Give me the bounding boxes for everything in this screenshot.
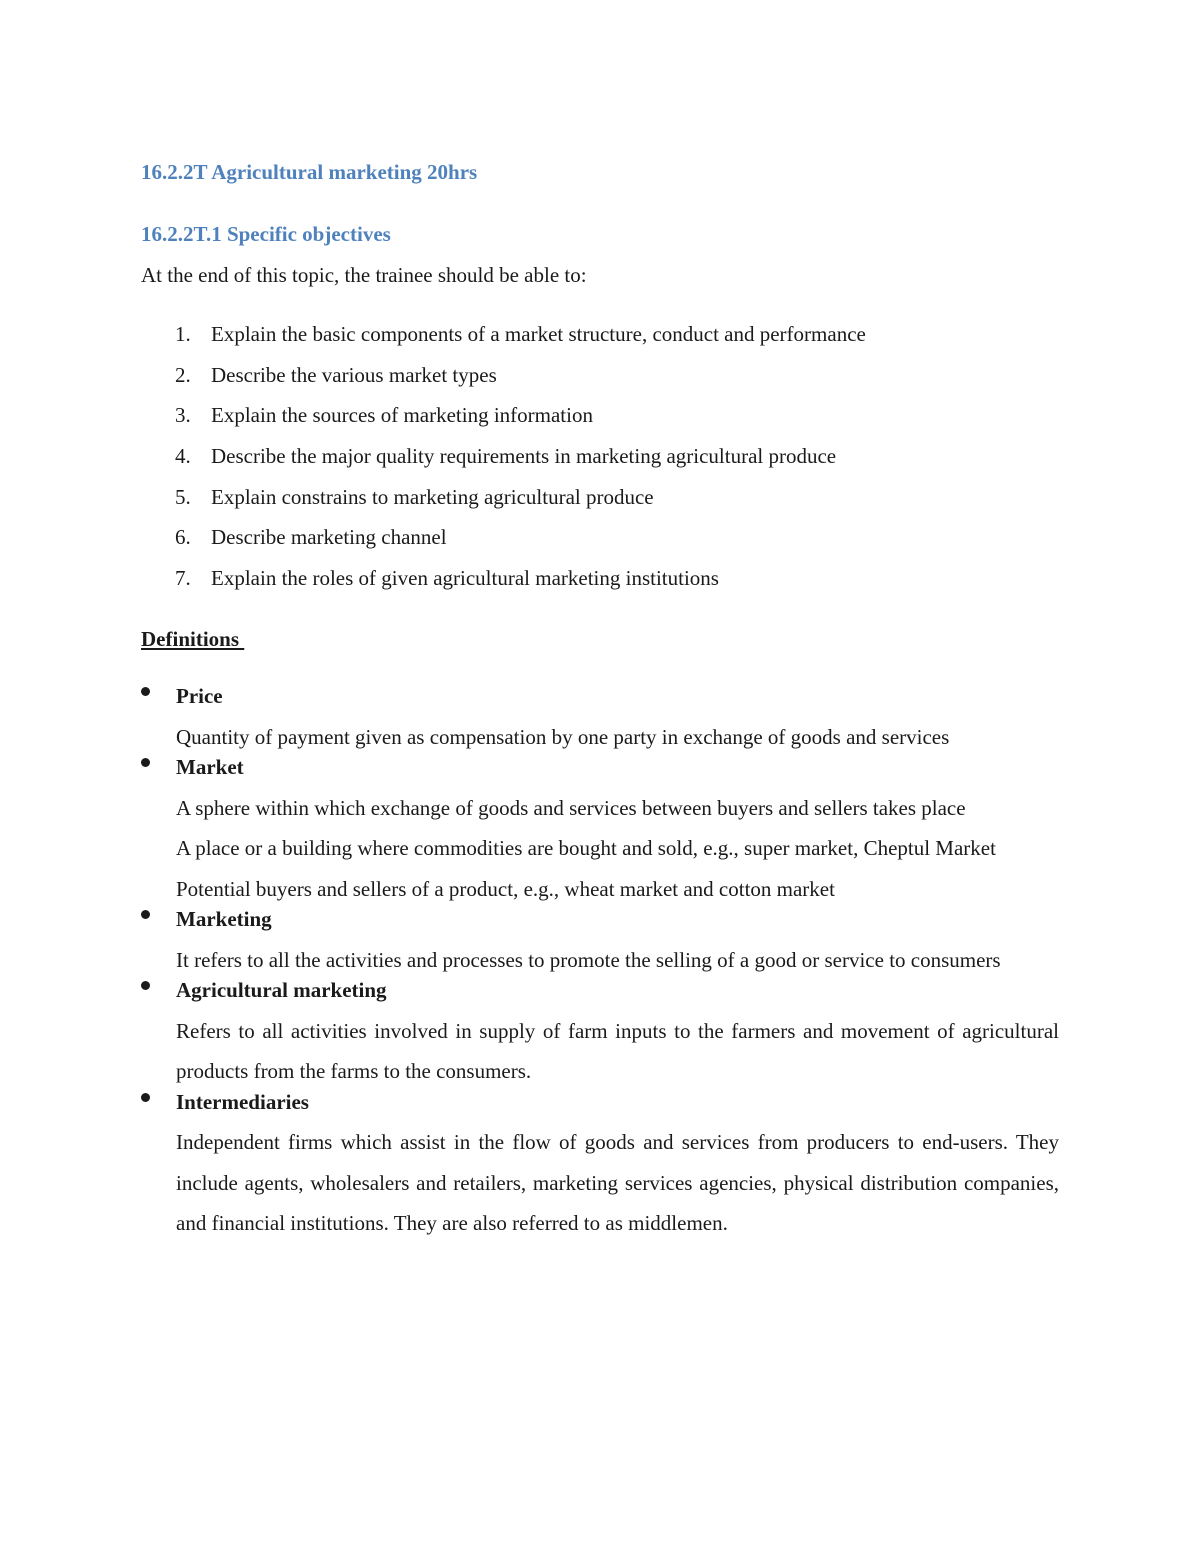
objective-number: 4. [175, 444, 191, 469]
definition-term: Intermediaries [176, 1089, 309, 1114]
topic-heading: 16.2.2T Agricultural marketing 20hrs [141, 160, 478, 184]
objective-number: 3. [175, 403, 191, 428]
definition-text: It refers to all the activities and processes to promote the selling of a good or service to consumers [176, 947, 1001, 972]
definition-text: Quantity of payment given as compensation by one party in exchange of goods and services [176, 724, 950, 749]
definition-text: Independent firms which assist in the flow of goods and services from producers to end-users. They include agents, wholesalers and retailers, marketing services agencies, physical distribution companies, and financial institutions. They are also referred to as middlemen. [176, 1130, 1059, 1235]
objective-text: Explain the roles of given agricultural marketing institutions [211, 566, 719, 591]
objective-number: 1. [175, 322, 191, 346]
definition-item [141, 676, 1059, 757]
definition-term: Market [176, 755, 244, 779]
definition-item [141, 1082, 1059, 1244]
definition-item [141, 970, 1059, 1092]
objective-text: Describe marketing channel [211, 525, 447, 550]
definition-term: Agricultural marketing [176, 978, 387, 1002]
definition-term: Marketing [176, 907, 272, 931]
objective-text: Explain the basic components of a market structure, conduct and performance [211, 322, 866, 346]
objectives-subheading: 16.2.2T.1 Specific objectives [141, 222, 391, 246]
definition-term: Price [176, 684, 223, 708]
objective-text: Explain constrains to marketing agricultural produce [211, 484, 654, 509]
objective-number: 6. [175, 525, 191, 550]
bullet-icon [141, 1093, 150, 1102]
definitions-heading: Definitions [141, 627, 245, 651]
objectives-intro: At the end of this topic, the trainee should be able to: [141, 263, 587, 287]
objective-text: Explain the sources of marketing information [211, 403, 593, 428]
definitions-list [141, 686, 1059, 1244]
definition-item [141, 899, 1059, 980]
bullet-icon [141, 910, 150, 919]
objective-number: 5. [175, 484, 191, 509]
definition-text: A place or a building where commodities are bought and sold, e.g., super market, Cheptul Market [176, 836, 996, 860]
objective-number: 2. [175, 362, 191, 387]
bullet-icon [141, 758, 150, 767]
definition-item [141, 747, 1059, 909]
objective-text: Describe the major quality requirements in marketing agricultural produce [211, 444, 837, 469]
bullet-icon [141, 687, 150, 696]
objective-number: 7. [175, 566, 191, 591]
bullet-icon [141, 981, 150, 990]
definition-text: Potential buyers and sellers of a product, e.g., wheat market and cotton market [176, 876, 835, 901]
objective-text: Describe the various market types [211, 362, 497, 387]
definition-text: A sphere within which exchange of goods and services between buyers and sellers takes place [176, 795, 966, 820]
definition-text: Refers to all activities involved in supply of farm inputs to the farmers and movement of agricultural products from the farms to the consumers. [176, 1018, 1059, 1083]
